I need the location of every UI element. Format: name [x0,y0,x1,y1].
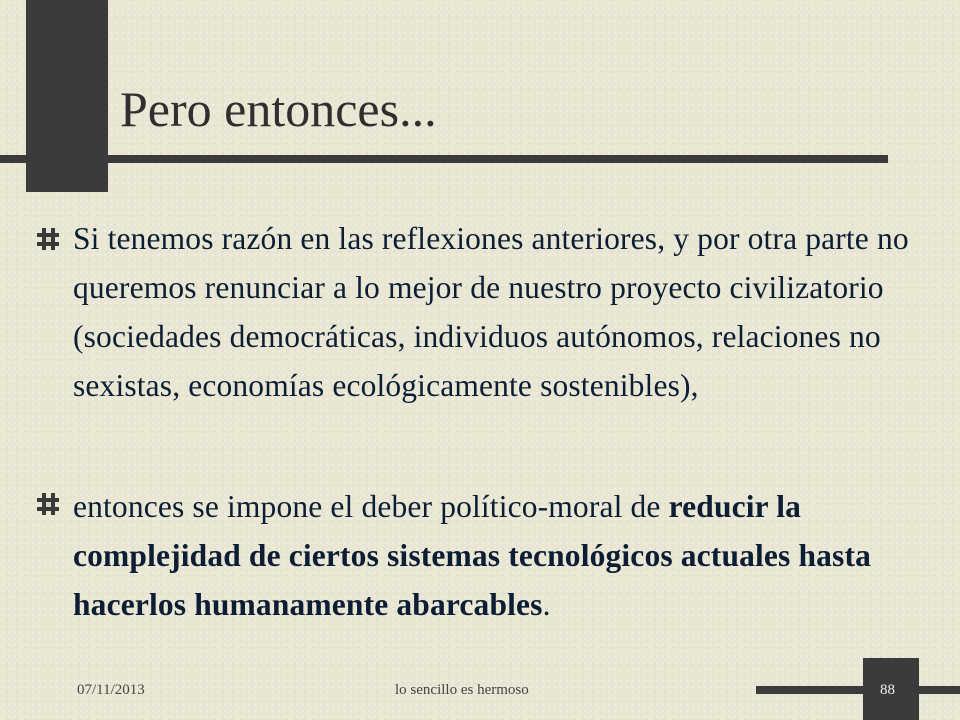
hash-bullet-icon [36,492,60,516]
page-number: 88 [880,682,895,698]
bullet-text-2-lead: entonces se impone el deber político-moral de [73,489,669,524]
title-underline-rule [0,155,888,163]
hash-bullet-icon [36,227,60,251]
bullet-text-2-end: . [542,587,551,622]
footer-caption: lo sencillo es hermoso [395,682,529,698]
footer-date: 07/11/2013 [77,682,145,698]
bullet-text-2-emphasis: reducir la complejidad de ciertos sistemas tecnológicos actuales hasta hacerlos humanamente abarcables [73,489,871,622]
footer-rule [756,686,960,694]
slide-title: Pero entonces... [120,81,437,137]
title-accent-block [26,0,108,192]
bullet-text-1: Si tenemos razón en las reflexiones anteriores, y por otra parte no queremos renunciar a lo mejor de nuestro proyecto civilizatorio (sociedades democráticas, individuos autónomos, relaciones no sexistas, economías ecológicamente sostenibles), [73,221,909,403]
bullet-text-2 [73,482,948,629]
